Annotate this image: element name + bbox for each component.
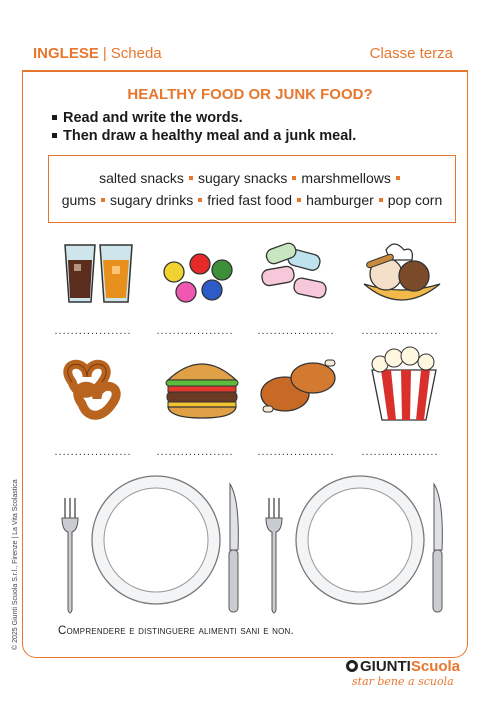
word: sugary drinks — [109, 192, 194, 208]
fork-icon — [266, 498, 282, 613]
instruction-2 — [52, 128, 356, 144]
separator-dot — [189, 176, 193, 180]
answer-blank[interactable]: ................... — [257, 446, 335, 458]
separator-dot — [198, 198, 202, 202]
soft-drinks-icon — [60, 240, 140, 310]
answer-blank[interactable]: ................... — [361, 325, 439, 337]
worksheet-title: HEALTHY FOOD OR JUNK FOOD? — [127, 86, 373, 103]
word: fried fast food — [207, 192, 293, 208]
bullet-icon — [52, 133, 57, 138]
logo-wordmark — [346, 658, 466, 675]
grade-label: Classe terza — [369, 45, 453, 62]
knife-icon — [229, 484, 238, 612]
word: marshmellows — [301, 170, 391, 186]
answer-blank[interactable]: ................... — [156, 325, 234, 337]
g-logo-icon — [346, 660, 358, 672]
answer-blank[interactable]: ................... — [54, 325, 132, 337]
marshmallows-icon — [258, 238, 338, 308]
publisher-logo — [346, 658, 466, 688]
word: sugary snacks — [197, 170, 288, 186]
knife-icon — [433, 484, 442, 612]
word: gums — [61, 192, 96, 208]
pretzels-icon — [52, 352, 142, 422]
logo-brand-accent: Scuola — [410, 658, 461, 675]
separator-dot — [379, 198, 383, 202]
sheet-type-label: Scheda — [110, 45, 162, 62]
word-bank — [48, 155, 456, 223]
word: salted snacks — [99, 170, 184, 186]
answer-blank[interactable]: ................... — [156, 446, 234, 458]
gumballs-icon — [160, 250, 240, 310]
hamburger-icon — [162, 352, 242, 422]
answer-blank[interactable]: ................... — [361, 446, 439, 458]
separator-dot — [396, 176, 400, 180]
fork-icon — [62, 498, 78, 613]
instruction-1 — [52, 110, 243, 126]
instruction-text: Then draw a healthy meal and a junk meal. — [63, 128, 357, 144]
instruction-text: Read and write the words. — [63, 110, 243, 126]
word: hamburger — [306, 192, 374, 208]
separator-dot — [292, 176, 296, 180]
header-subject — [33, 45, 162, 62]
word-bank-line-2 — [49, 192, 455, 208]
junk-meal-plate-setting — [262, 470, 452, 620]
logo-brand: GIUNTI — [360, 658, 411, 675]
ice-cream-icon — [356, 236, 446, 311]
separator-dot — [101, 198, 105, 202]
answer-blank[interactable]: ................... — [257, 325, 335, 337]
word-bank-line-1 — [49, 170, 455, 186]
copyright-notice: © 2025 Giunti Scuola S.r.l., Firenze | La Vita Scolastica — [12, 479, 19, 650]
healthy-meal-plate-setting — [58, 470, 248, 620]
word: pop corn — [387, 192, 443, 208]
answer-blank[interactable]: ................... — [54, 446, 132, 458]
logo-tagline: star bene a scuola — [352, 675, 454, 688]
subject-label: INGLESE — [33, 45, 99, 62]
header-separator: | — [102, 45, 107, 62]
learning-objective: Comprendere e distinguere alimenti sani e non. — [58, 625, 294, 637]
fried-chicken-icon — [255, 352, 345, 422]
popcorn-icon — [364, 346, 444, 422]
separator-dot — [297, 198, 301, 202]
bullet-icon — [52, 115, 57, 120]
